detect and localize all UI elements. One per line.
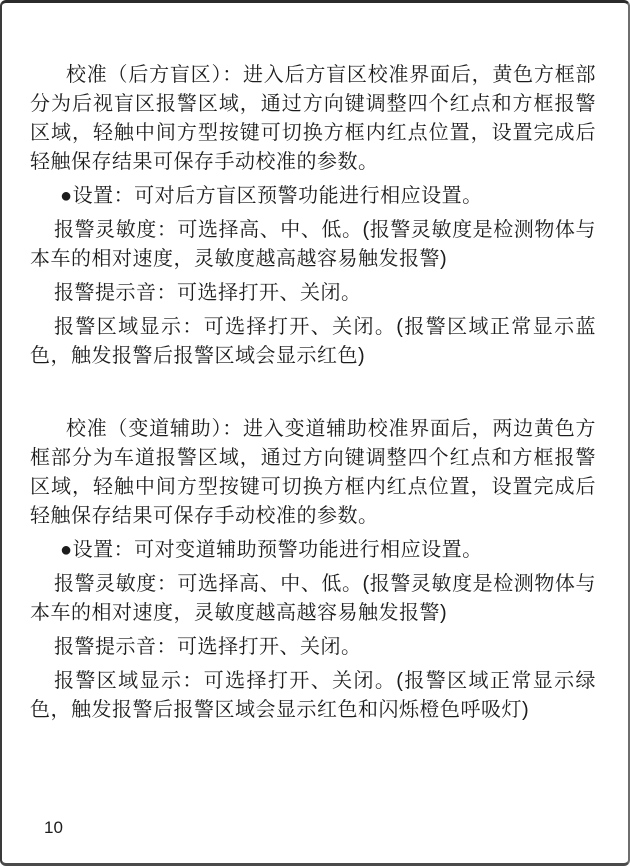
section-lane-change-assist — [30, 415, 596, 725]
lane-change-calibration-paragraph: 校准（变道辅助）：进入变道辅助校准界面后，两边黄色方框部分为车道报警区域，通过方向键调整四个红点和方框报警区域，轻触中间方型按键可切换方框内红点位置，设置完成后轻触保存结果可保存手动校准的参数。 — [30, 418, 596, 527]
rear-blindspot-settings-bullet: ●设置：可对后方盲区预警功能进行相应设置。 — [60, 185, 483, 207]
rear-blindspot-alarm-tone-paragraph: 报警提示音：可选择打开、关闭。 — [54, 282, 362, 304]
lane-change-alarm-tone-paragraph: 报警提示音：可选择打开、关闭。 — [54, 636, 362, 658]
section-rear-blindspot — [30, 61, 596, 371]
page-content — [30, 61, 596, 730]
lane-change-alarm-sensitivity-paragraph: 报警灵敏度：可选择高、中、低。(报警灵敏度是检测物体与本车的相对速度，灵敏度越高越容易触发报警) — [30, 573, 596, 624]
lane-change-settings-bullet: ●设置：可对变道辅助预警功能进行相应设置。 — [60, 539, 483, 561]
rear-blindspot-alarm-sensitivity-paragraph: 报警灵敏度：可选择高、中、低。(报警灵敏度是检测物体与本车的相对速度，灵敏度越高越容易触发报警) — [30, 219, 596, 270]
rear-blindspot-calibration-paragraph: 校准（后方盲区）：进入后方盲区校准界面后，黄色方框部分为后视盲区报警区域，通过方向键调整四个红点和方框报警区域，轻触中间方型按键可切换方框内红点位置，设置完成后轻触保存结果可保存手动校准的参数。 — [30, 64, 596, 173]
rear-blindspot-alarm-zone-display-paragraph: 报警区域显示：可选择打开、关闭。(报警区域正常显示蓝色，触发报警后报警区域会显示红色) — [30, 316, 596, 367]
page-number: 10 — [44, 818, 63, 837]
lane-change-alarm-zone-display-paragraph: 报警区域显示：可选择打开、关闭。(报警区域正常显示绿色，触发报警后报警区域会显示红色和闪烁橙色呼吸灯) — [30, 670, 596, 721]
